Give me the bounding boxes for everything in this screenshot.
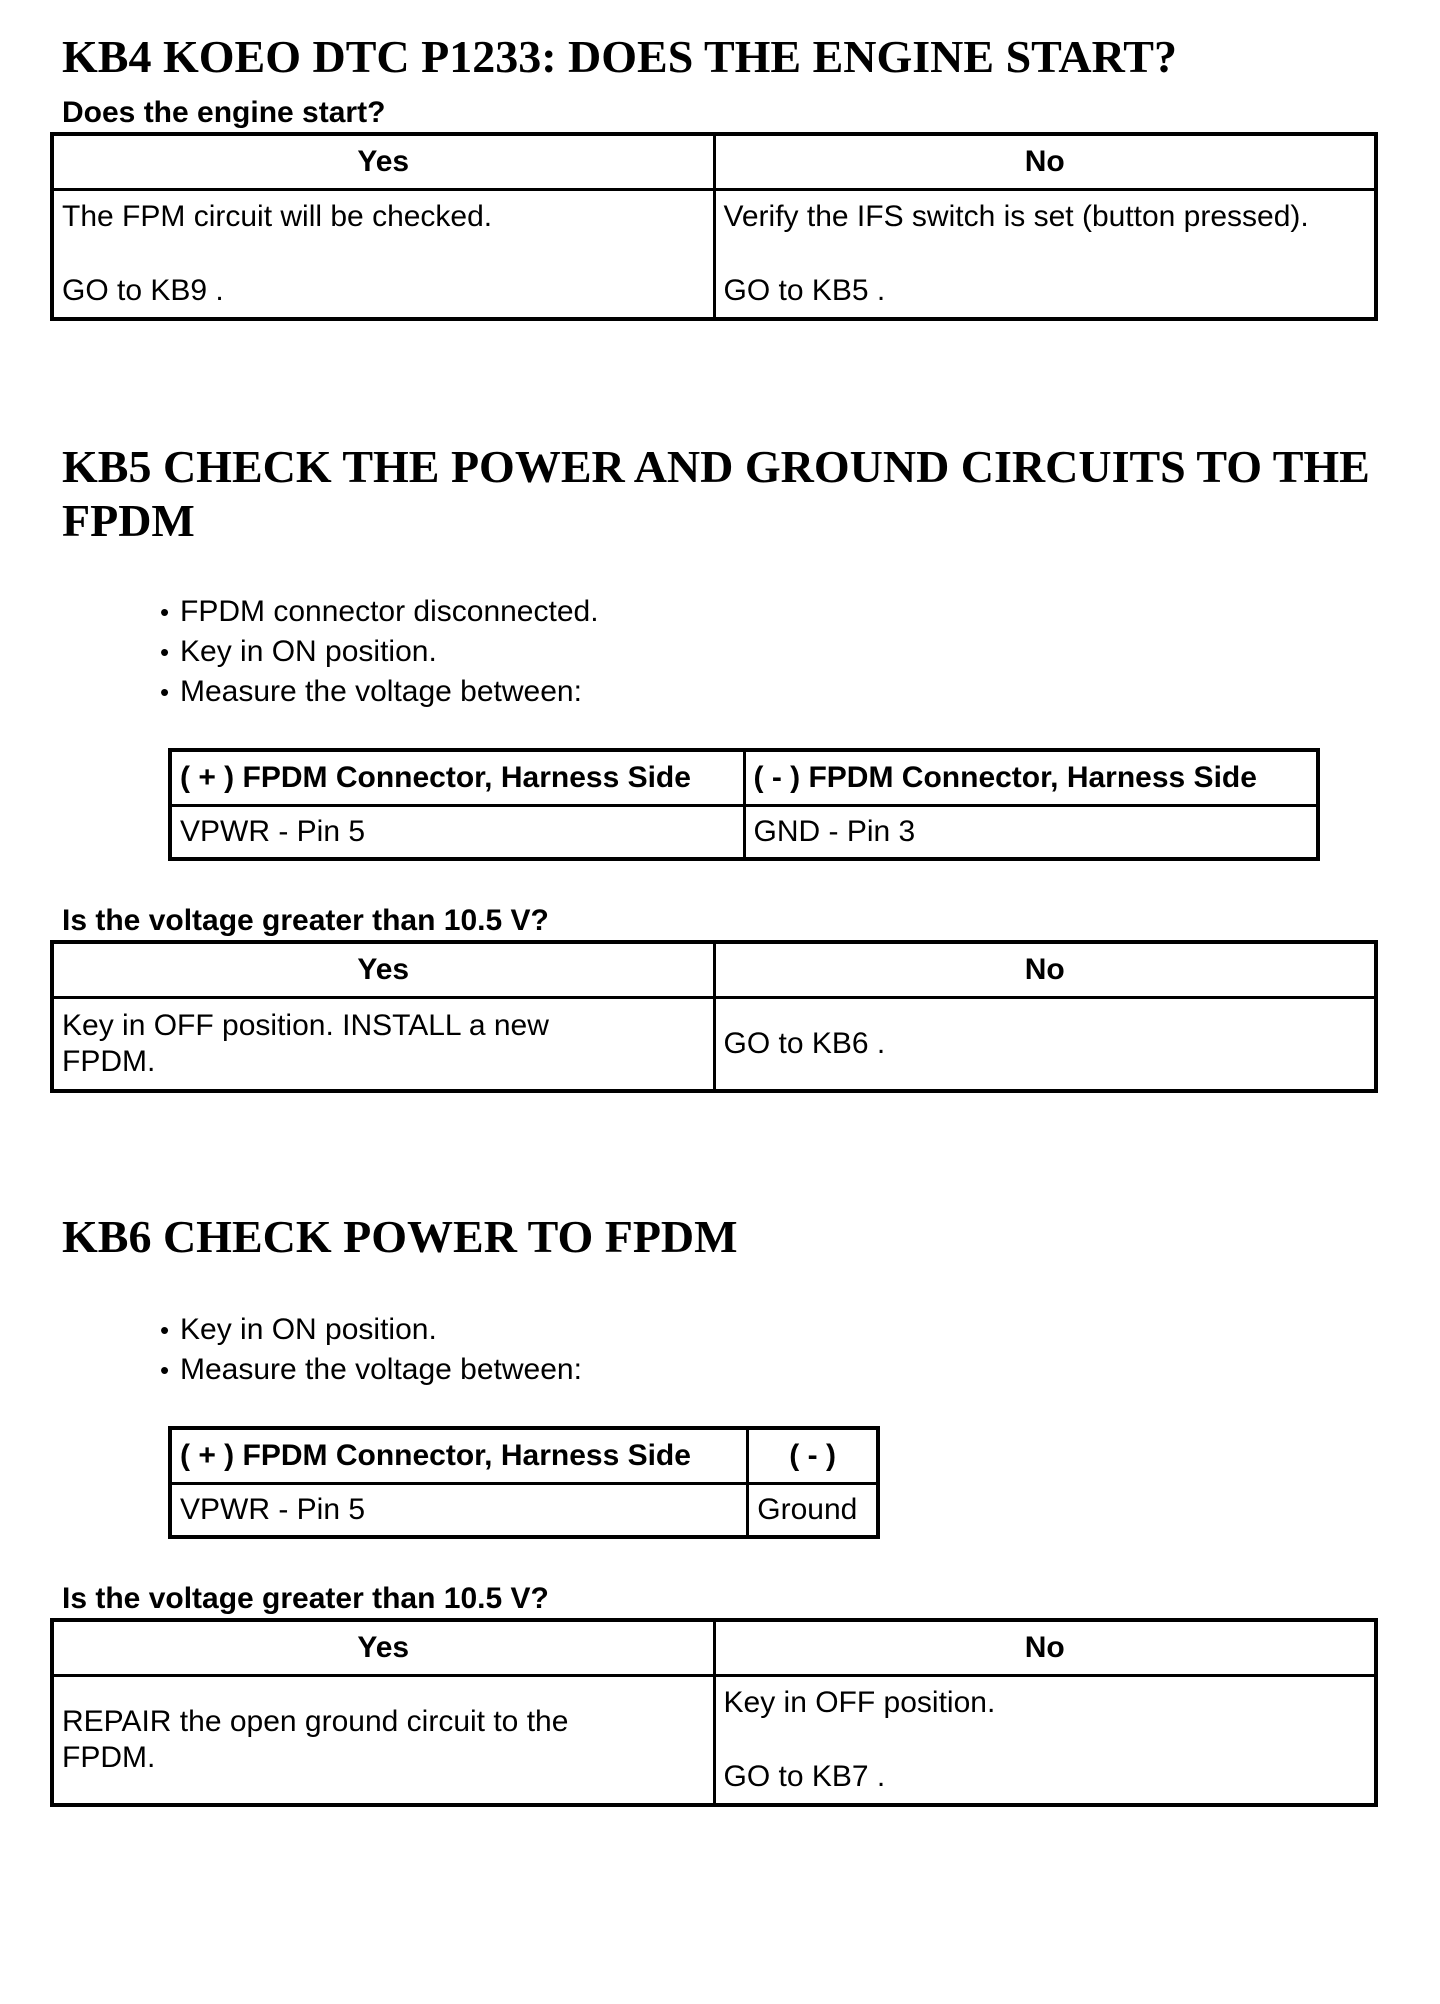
kb5-meas-header-neg: ( - ) FPDM Connector, Harness Side: [744, 750, 1318, 806]
kb6-question: Is the voltage greater than 10.5 V?: [62, 1582, 549, 1615]
kb5-no-header: No: [714, 942, 1376, 998]
kb5-measure-table: [168, 748, 1320, 861]
kb5-heading: KB5 CHECK THE POWER AND GROUND CIRCUITS TO THE FPDM: [62, 441, 1370, 546]
list-item: • Key in ON position.: [160, 632, 599, 672]
kb6-meas-header-pos: ( + ) FPDM Connector, Harness Side: [170, 1428, 748, 1484]
kb5-no-cell: GO to KB6 .: [714, 998, 1376, 1092]
kb5-bullet-list: [160, 592, 599, 712]
kb4-heading: KB4 KOEO DTC P1233: DOES THE ENGINE START?: [62, 31, 1177, 82]
kb6-no-line1: Key in OFF position.: [723, 1686, 996, 1719]
kb6-meas-header-neg: ( - ): [748, 1428, 878, 1484]
kb5-yes-cell: Key in OFF position. INSTALL a new FPDM.: [52, 998, 714, 1092]
kb4-no-header: No: [714, 134, 1376, 190]
kb5-meas-header-pos: ( + ) FPDM Connector, Harness Side: [170, 750, 744, 806]
kb5-meas-pos: VPWR - Pin 5: [170, 806, 744, 860]
kb5-meas-neg: GND - Pin 3: [744, 806, 1318, 860]
kb6-measure-table: [168, 1426, 880, 1539]
kb6-no-header: No: [714, 1620, 1376, 1676]
list-item: • FPDM connector disconnected.: [160, 592, 599, 632]
kb4-no-line1: Verify the IFS switch is set (button pressed).: [723, 200, 1309, 233]
list-item: • Measure the voltage between:: [160, 1350, 582, 1390]
list-item: • Measure the voltage between:: [160, 672, 599, 712]
kb6-yes-cell: REPAIR the open ground circuit to the FPDM.: [52, 1676, 714, 1806]
kb5-question: Is the voltage greater than 10.5 V?: [62, 904, 549, 937]
kb4-question: Does the engine start?: [62, 96, 386, 129]
kb6-yes-header: Yes: [52, 1620, 714, 1676]
kb4-no-cell: [714, 190, 1376, 320]
kb4-yes-header: Yes: [52, 134, 714, 190]
kb6-answer-table: [50, 1618, 1378, 1807]
kb6-no-cell: [714, 1676, 1376, 1806]
kb6-meas-neg: Ground: [748, 1484, 878, 1538]
kb6-meas-pos: VPWR - Pin 5: [170, 1484, 748, 1538]
kb5-answer-table: [50, 940, 1378, 1093]
kb4-yes-line2: GO to KB9 .: [62, 274, 224, 307]
kb6-bullet-list: [160, 1310, 582, 1390]
kb4-yes-line1: The FPM circuit will be checked.: [62, 200, 493, 233]
kb5-yes-header: Yes: [52, 942, 714, 998]
kb6-no-line2: GO to KB7 .: [723, 1760, 886, 1793]
kb6-heading: KB6 CHECK POWER TO FPDM: [62, 1211, 738, 1262]
kb4-answer-table: [50, 132, 1378, 321]
kb4-yes-cell: [52, 190, 714, 320]
kb4-no-line2: GO to KB5 .: [723, 274, 886, 307]
list-item: • Key in ON position.: [160, 1310, 582, 1350]
